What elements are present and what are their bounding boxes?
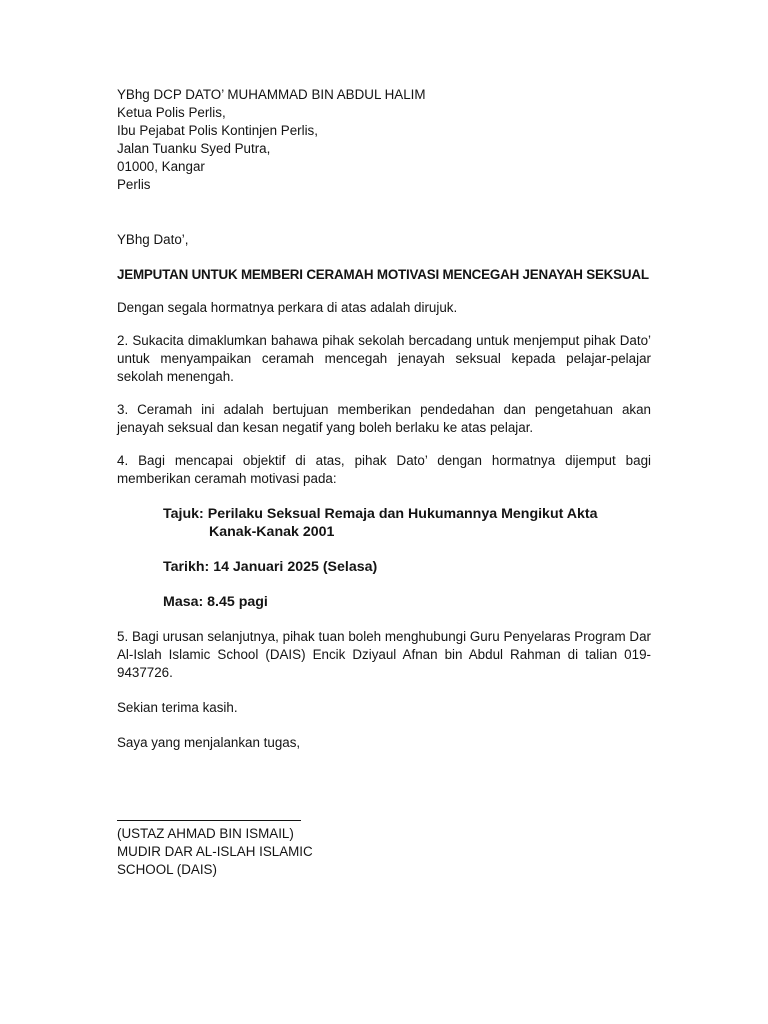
recipient-line: Ketua Polis Perlis,	[117, 105, 226, 120]
recipient-address	[117, 86, 651, 194]
recipient-line: Jalan Tuanku Syed Putra,	[117, 141, 271, 156]
event-details	[163, 505, 651, 611]
paragraph-3: 3. Ceramah ini adalah bertujuan memberikan pendedahan dan pengetahuan akan jenayah seksual dan kesan negatif yang boleh berlaku ke atas pelajar.	[117, 402, 651, 435]
signer-title: SCHOOL (DAIS)	[117, 862, 217, 877]
closing-duty: Saya yang menjalankan tugas,	[117, 735, 301, 750]
topic-text: Perilaku Seksual Remaja dan Hukumannya Mengikut Akta	[207, 506, 598, 522]
letter-content	[117, 86, 651, 879]
recipient-line: Perlis	[117, 177, 151, 192]
letter-subject: JEMPUTAN UNTUK MEMBERI CERAMAH MOTIVASI MENCEGAH JENAYAH SEKSUAL	[117, 267, 649, 282]
signer-name: (USTAZ AHMAD BIN ISMAIL)	[117, 826, 294, 841]
signature-line	[117, 820, 301, 821]
topic-text-continued: Kanak-Kanak 2001	[209, 524, 335, 540]
recipient-line: Ibu Pejabat Polis Kontinjen Perlis,	[117, 123, 318, 138]
event-topic	[163, 505, 651, 541]
paragraph-4: 4. Bagi mencapai objektif di atas, pihak Dato’ dengan hormatnya dijemput bagi memberikan ceramah motivasi pada:	[117, 453, 651, 486]
salutation: YBhg Dato’,	[117, 232, 189, 247]
signer-title: MUDIR DAR AL-ISLAH ISLAMIC	[117, 844, 313, 859]
paragraph-1: Dengan segala hormatnya perkara di atas adalah dirujuk.	[117, 300, 458, 315]
recipient-line: YBhg DCP DATO’ MUHAMMAD BIN ABDUL HALIM	[117, 87, 426, 102]
event-time: Masa: 8.45 pagi	[163, 594, 268, 610]
closing-thanks: Sekian terima kasih.	[117, 700, 238, 715]
recipient-line: 01000, Kangar	[117, 159, 205, 174]
signer-block	[117, 825, 651, 879]
topic-label: Tajuk:	[163, 506, 204, 522]
event-date: Tarikh: 14 Januari 2025 (Selasa)	[163, 559, 378, 575]
paragraph-5: 5. Bagi urusan selanjutnya, pihak tuan boleh menghubungi Guru Penyelaras Program Dar Al-Islah Islamic School (DAIS) Encik Dziyaul Afnan bin Abdul Rahman di talian 019-9437726.	[117, 629, 651, 680]
paragraph-2: 2. Sukacita dimaklumkan bahawa pihak sekolah bercadang untuk menjemput pihak Dato’ untuk menyampaikan ceramah mencegah jenayah seksual kepada pelajar-pelajar sekolah menengah.	[117, 333, 651, 384]
